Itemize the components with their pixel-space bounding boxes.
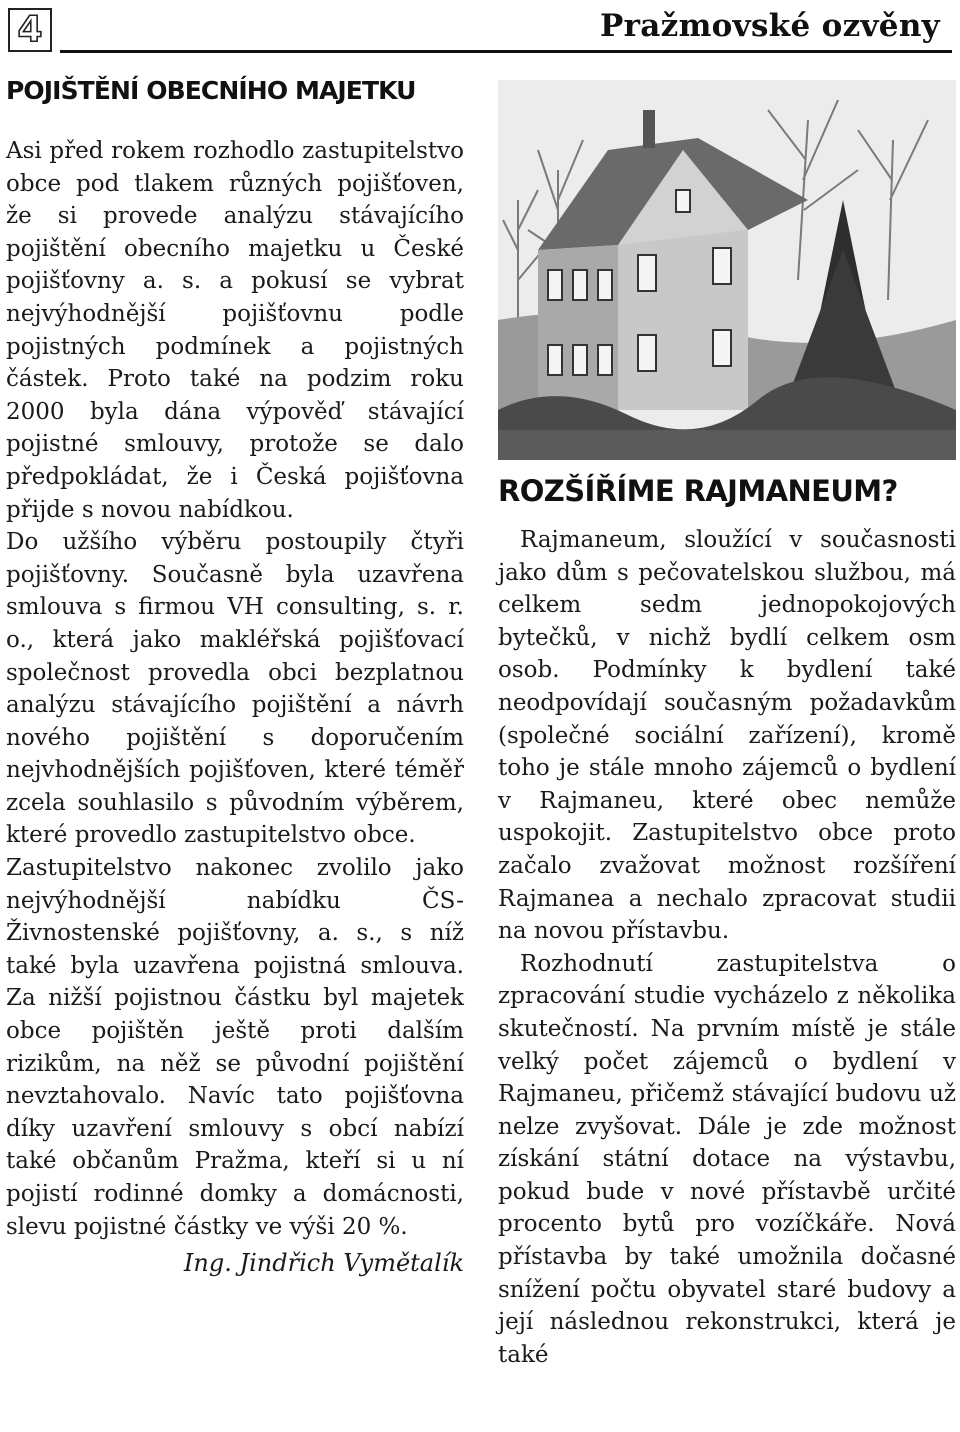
building-photo — [498, 80, 956, 460]
article-paragraph: Asi před rokem rozhodlo zastupitelstvo obce pod tlakem různých pojišťoven, že si provede analýzu stávajícího pojištění obecního majetku u České pojišťovny a. s. a pokusí se vybrat nejvýhodnější pojišťovnu podle pojistných podmínek a pojistných částek. Proto také na podzim roku 2000 byla dána výpověď stávající pojistné smlouvy, protože se dalo předpokládat, že i Česká pojišťovna přijde s novou nabídkou. — [6, 138, 464, 523]
article-headline: ROZŠÍŘÍME RAJMANEUM? — [498, 474, 898, 508]
article-paragraph: Do užšího výběru postoupily čtyři pojišťovny. Současně byla uzavřena smlouva s firmou VH consulting, s. r. o., která jako makléřská pojišťovací společnost provedla obci bezplatnou analýzu stávajícího pojištění a návrh nového pojištění s doporučením nejvhodnějších pojišťoven, které téměř zcela souhlasilo s původním výběrem, které provedlo zastupitelstvo obce. — [6, 529, 464, 849]
article-paragraph: Zastupitelstvo nakonec zvolilo jako nejvýhodnější nabídku ČS-Živnostenské pojišťovny, a. s., s níž také byla uzavřena pojistná smlouva. Za nižší pojistnou částku byl majetek obce pojištěn ještě proti dalším rizikům, na něž se původní pojištění nevztahovalo. Navíc tato pojišťovna díky uzavření smlouvy s obcí nabízí také občanům Pražma, kteří si u ní pojistí rodinné domky a domácnosti, slevu pojistné částky ve výši 20 %. — [6, 855, 464, 1240]
article-byline: Ing. Jindřich Vymětalík — [183, 1249, 464, 1278]
article-insurance — [6, 76, 464, 1277]
building-photo-illustration — [498, 80, 956, 460]
article-paragraph: Rajmaneum, sloužící v současnosti jako dům s pečovatelskou službou, má celkem sedm jednopokojových bytečků, v nichž bydlí celkem osm osob. Podmínky k bydlení také neodpovídají současným požadavkům (společné sociální zařízení), kromě toho je stále mnoho zájemců o bydlení v Rajmaneu, které obec nemůže uspokojit. Zastupitelstvo obce proto začalo zvažovat možnost rozšíření Rajmanea a nechalo zpracovat studii na novou přístavbu. — [498, 527, 956, 945]
header-rule — [60, 50, 952, 53]
article-rajmaneum — [498, 80, 956, 1371]
article-paragraph: Rozhodnutí zastupitelstva o zpracování studie vycházelo z několika skutečností. Na prvním místě je stále velký počet zájemců o bydlení v Rajmaneu, přičemž stávající budovu už nelze zvyšovat. Dále je zde možnost získání státní dotace na výstavbu, pokud bude v nové přístavbě určité procento bytů pro vozíčkáře. Nová přístavba by také umožnila dočasné snížení počtu obyvatel staré budovy a její následnou rekonstrukci, která je také — [498, 950, 956, 1368]
article-headline: POJIŠTĚNÍ OBECNÍHO MAJETKU — [6, 76, 416, 105]
page-number: 4 — [8, 8, 52, 52]
publication-title: Pražmovské ozvěny — [600, 8, 940, 44]
